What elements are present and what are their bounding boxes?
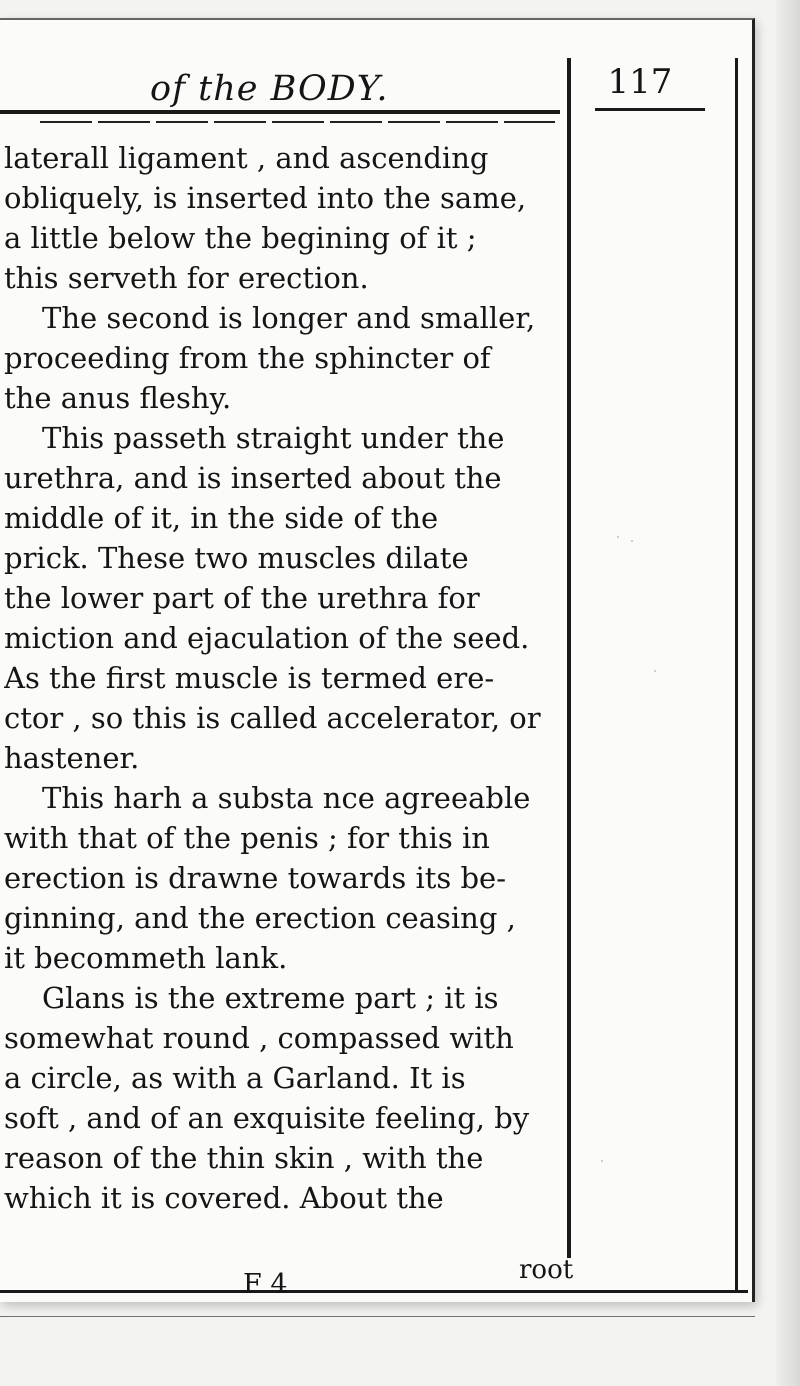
text-line: ginning, and the erection ceasing , [4,901,516,935]
text-line: soft , and of an exquisite feeling, by [4,1101,530,1135]
text-line: middle of it, in the side of the [4,501,439,535]
print-speck [654,670,656,672]
text-line: a circle, as with a Garland. It is [4,1061,466,1095]
text-line: urethra, and is inserted about the [4,461,502,495]
running-head: of the BODY. [150,69,389,109]
text-line: it becommeth lank. [4,941,288,975]
body-text [4,138,564,1263]
text-line: ctor , so this is called accelerator, or [4,701,541,735]
text-line: This harh a substa nce agreeable [42,781,531,815]
page-gutter-shadow [776,0,800,1386]
page-number-rule [595,108,705,111]
text-line: prick. These two muscles dilate [4,541,469,575]
catchword: root [519,1255,574,1285]
text-line: somewhat round , compassed with [4,1021,514,1055]
print-speck [617,536,619,538]
print-speck [631,540,633,542]
text-line: reason of the thin skin , with the [4,1141,484,1175]
margin-frame-right-rule [735,58,738,1293]
text-line: with that of the penis ; for this in [4,821,490,855]
header-dotted-rule [40,121,555,123]
print-speck [601,1160,603,1162]
text-line: hastener. [4,741,140,775]
bottom-rule [0,1290,748,1293]
text-line: this serveth for erection. [4,261,369,295]
text-line: erection is drawne towards its be- [4,861,506,895]
text-frame-right-rule [567,58,571,1258]
text-line: the lower part of the urethra for [4,581,480,615]
text-line: obliquely, is inserted into the same, [4,181,527,215]
text-line: Glans is the extreme part ; it is [42,981,499,1015]
signature-mark: F 4 [243,1269,288,1300]
book-page [0,18,755,1302]
text-line: This passeth straight under the [42,421,505,455]
text-line: the anus fleshy. [4,381,232,415]
text-line: a little below the begining of it ; [4,221,477,255]
text-line: As the first muscle is termed ere- [4,661,495,695]
text-line: which it is covered. About the [4,1181,444,1215]
text-line: laterall ligament , and ascending [4,141,489,175]
bottom-page-edge [0,1316,755,1317]
header-rule [0,110,560,114]
page-number: 117 [607,62,673,102]
text-line: miction and ejaculation of the seed. [4,621,530,655]
text-line: The second is longer and smaller, [42,301,536,335]
text-line: proceeding from the sphincter of [4,341,491,375]
